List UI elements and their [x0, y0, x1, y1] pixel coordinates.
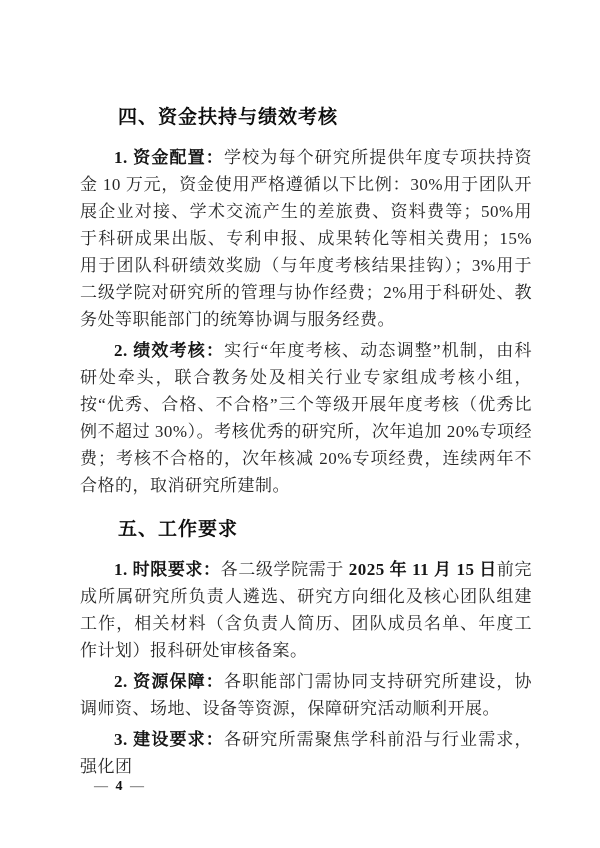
page-number: 4 [115, 779, 125, 794]
text-run: 学校为每个研究所提供年度专项扶持资金 10 万元，资金使用严格遵循以下比例：30%用于团队开展企业对接、学术交流产生的差旅费、资料费等；50%用于科研成果出版、专利申报、成果转化等相关费用；15%用于团队科研绩效奖励（与年度考核结果挂钩）；3%用于二级学院对研究所的管理与协作经费；2%用于科研处、教务处等职能部门的统筹协调与服务经费。 [80, 148, 533, 329]
bold-text-run: 1. 资金配置： [114, 148, 224, 167]
text-run: 各职能部门需协同支持研究所建设，协调师资、场地、设备等资源，保障研究活动顺利开展。 [80, 672, 533, 718]
section-heading: 四、资金扶持与绩效考核 [118, 107, 339, 128]
text-run: 前完成所属研究所负责人遴选、研究方向细化及核心团队组建工作，相关材料（含负责人简历、团队成员名单、年度工作计划）报科研处审核备案。 [80, 560, 533, 660]
text-run: 各研究所需聚焦学科前沿与行业需求，强化团 [80, 730, 533, 776]
document-section [80, 516, 532, 780]
bold-text-run: 2. 绩效考核： [114, 341, 225, 360]
paragraph [80, 668, 532, 722]
paragraph [80, 726, 532, 780]
page-footer [94, 778, 146, 796]
paragraph [80, 556, 532, 664]
document-section [80, 104, 532, 499]
paragraph [80, 337, 532, 499]
section-heading: 五、工作要求 [118, 519, 239, 540]
footer-left-dash: — [94, 779, 110, 794]
bold-text-run: 2025 年 11 月 15 日 [348, 560, 497, 579]
text-run: 各二级学院需于 [220, 560, 349, 579]
text-run: 实行“年度考核、动态调整”机制，由科研处牵头，联合教务处及相关行业专家组成考核小组，按“优秀、合格、不合格”三个等级开展年度考核（优秀比例不超过 30%）。考核优秀的研究所，次年追加 20%专项经费；考核不合格的，次年核减 20%专项经费，连续两年不合格的，取消研究所建制。 [80, 341, 533, 495]
bold-text-run: 2. 资源保障： [114, 672, 224, 691]
bold-text-run: 3. 建设要求： [114, 730, 224, 749]
bold-text-run: 1. 时限要求： [114, 560, 221, 579]
paragraph [80, 144, 532, 333]
document-content [80, 104, 532, 784]
footer-right-dash: — [130, 779, 146, 794]
